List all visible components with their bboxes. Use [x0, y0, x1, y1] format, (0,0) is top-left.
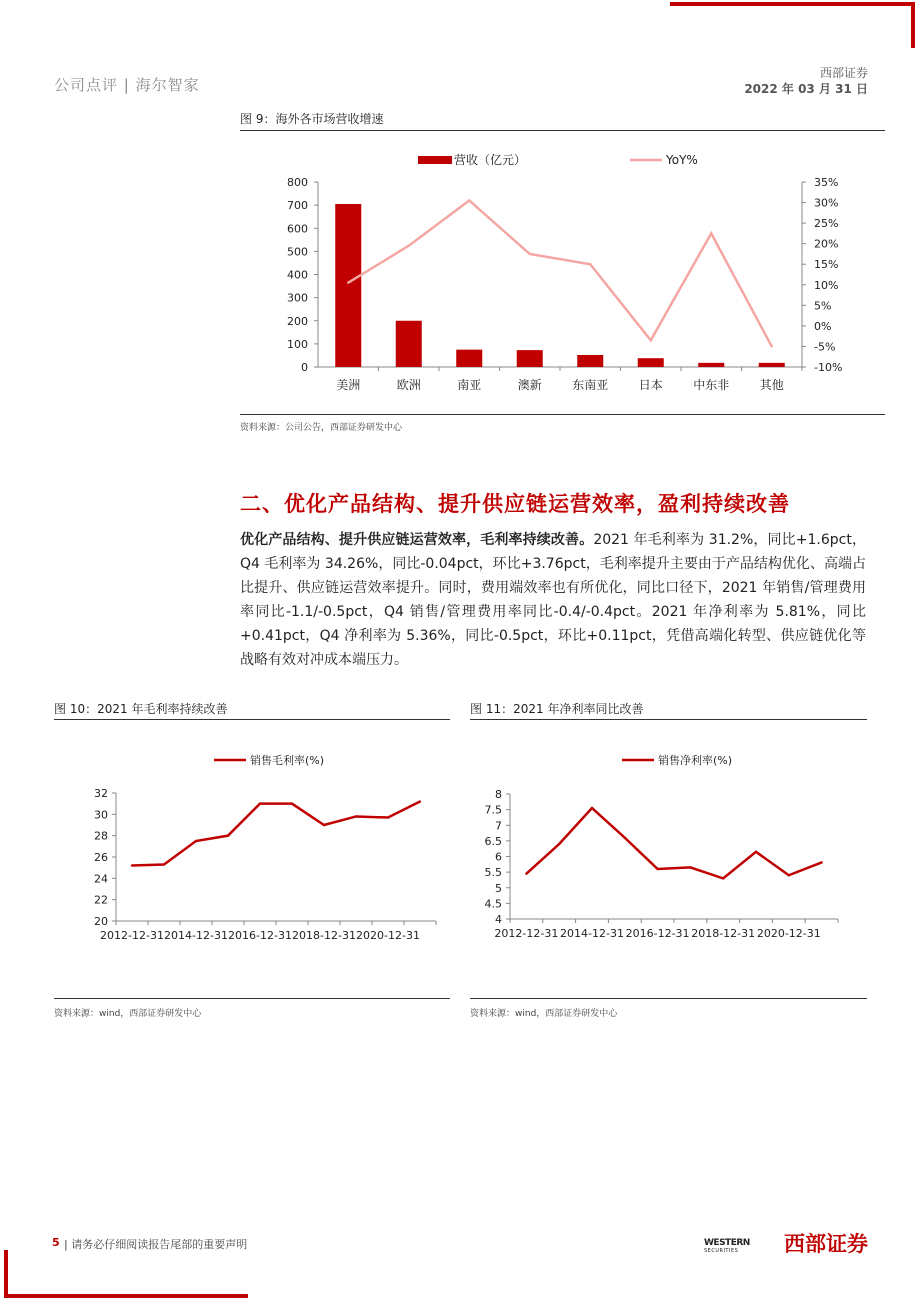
fig10-y-tick-label: 32 [94, 787, 108, 800]
fig10-bottom-rule [54, 998, 450, 999]
fig11-series-point [788, 874, 790, 876]
fig9-yoy-point [529, 253, 531, 255]
fig11-y-tick-label: 7 [495, 819, 502, 833]
fig9-bottom-rule [240, 414, 885, 415]
fig9-y2-tick-label: -5% [814, 340, 836, 354]
fig11-y-tick-label: 5 [495, 881, 502, 895]
fig11-series-point [591, 807, 593, 809]
fig9-y-tick-label: 600 [287, 222, 308, 236]
fig11-series-line [526, 808, 821, 878]
fig10-chart [54, 740, 450, 955]
fig9-yoy-point [589, 263, 591, 265]
header-doc-title: 公司点评 | 海尔智家 [54, 76, 200, 94]
fig9-x-tick-label: 日本 [638, 378, 663, 392]
fig9-y2-tick-label: 30% [814, 196, 839, 210]
footer-logo-en [704, 1238, 750, 1254]
fig9-y2-tick-label: 0% [814, 319, 832, 333]
fig11-series-point [820, 861, 822, 863]
fig11-x-tick-label: 2020-12-31 [756, 927, 821, 940]
fig9-x-tick-label: 南亚 [457, 378, 482, 392]
fig10-title: 图 10：2021 年毛利率持续改善 [54, 702, 228, 716]
fig11-title: 图 11：2021 年净利率同比改善 [470, 702, 644, 716]
fig9-bar [638, 358, 664, 367]
fig11-x-tick-label: 2016-12-31 [625, 927, 690, 940]
top-accent-vertical [911, 2, 915, 48]
fig9-x-tick-label: 其他 [759, 378, 784, 392]
fig9-y-tick-label: 400 [287, 268, 308, 282]
fig9-x-tick-label: 中东非 [693, 378, 730, 392]
fig9-plot [287, 152, 842, 392]
fig9-bar [456, 350, 482, 367]
fig9-y2-tick-label: -10% [814, 361, 843, 374]
fig11-y-tick-label: 7.5 [484, 803, 502, 817]
fig9-chart [240, 140, 885, 405]
fig9-bar [335, 204, 361, 367]
fig10-series-point [227, 834, 229, 836]
fig10-plot [94, 753, 436, 942]
top-accent-line [670, 2, 915, 6]
fig11-x-tick-label: 2014-12-31 [560, 927, 624, 940]
fig9-bar [577, 355, 603, 367]
fig11-series-point [558, 843, 560, 845]
fig9-title: 图 9：海外各市场营收增速 [240, 112, 384, 126]
fig9-source: 资料来源：公司公告，西部证券研发中心 [240, 423, 403, 433]
fig10-series-point [323, 824, 325, 826]
fig11-y-tick-label: 4 [495, 913, 502, 926]
fig10-series-point [195, 840, 197, 842]
fig9-yoy-point [408, 245, 410, 247]
fig9-bar [517, 350, 543, 367]
bottom-accent-line [4, 1294, 248, 1298]
header-brand: 西部证券 [819, 66, 868, 80]
fig11-chart [470, 740, 867, 955]
fig11-bottom-rule [470, 998, 867, 999]
fig11-y-tick-label: 4.5 [484, 897, 502, 911]
fig10-series-point [259, 802, 261, 804]
fig9-yoy-point [710, 232, 712, 234]
fig10-x-tick-label: 2016-12-31 [228, 929, 292, 942]
fig11-legend-label: 销售净利率(%) [658, 754, 733, 767]
fig9-y-tick-label: 0 [301, 361, 308, 374]
fig11-series-point [689, 866, 691, 868]
footer-page-number: 5 [52, 1236, 60, 1249]
fig10-y-tick-label: 30 [94, 808, 108, 822]
fig10-y-tick-label: 20 [94, 915, 108, 928]
fig10-source: 资料来源：wind，西部证券研发中心 [54, 1009, 202, 1019]
header-date: 2022 年 03 月 31 日 [744, 82, 868, 96]
fig10-x-tick-label: 2020-12-31 [356, 929, 420, 942]
footer-disclaimer: | 请务必仔细阅读报告尾部的重要声明 [64, 1238, 248, 1251]
fig9-bar [396, 321, 422, 367]
fig11-plot [485, 753, 839, 940]
fig9-legend-line-label: YoY% [666, 153, 698, 167]
section-title: 二、优化产品结构、提升供应链运营效率，盈利持续改善 [240, 492, 790, 516]
fig10-series-point [419, 800, 421, 802]
logo-en-sub: SECURITIES [704, 1248, 739, 1254]
fig9-y-tick-label: 200 [287, 314, 308, 328]
fig11-x-tick-label: 2018-12-31 [691, 927, 756, 940]
fig10-legend-label: 销售毛利率(%) [250, 754, 325, 767]
fig9-y2-tick-label: 20% [814, 237, 839, 251]
fig9-y-tick-label: 500 [287, 245, 308, 259]
fig11-y-tick-label: 6 [495, 850, 502, 864]
fig9-y-tick-label: 100 [287, 337, 308, 351]
footer-logo-cn: 西部证券 [784, 1232, 868, 1256]
fig10-y-tick-label: 24 [94, 872, 108, 886]
fig10-series-point [291, 802, 293, 804]
fig9-yoy-point [468, 199, 470, 201]
fig9-top-rule [240, 130, 885, 131]
fig11-series-point [624, 837, 626, 839]
fig10-series-point [387, 816, 389, 818]
fig9-yoy-point [347, 282, 349, 284]
fig9-x-tick-label: 美洲 [336, 378, 361, 392]
fig9-y2-tick-label: 5% [814, 299, 832, 313]
fig11-series-point [755, 851, 757, 853]
fig10-x-tick-label: 2012-12-31 [100, 929, 164, 942]
fig11-y-tick-label: 8 [495, 788, 502, 801]
fig9-x-tick-label: 东南亚 [572, 378, 609, 392]
fig9-legend-bar-swatch [418, 156, 452, 164]
para-lead: 优化产品结构、提升供应链运营效率，毛利率持续改善。 [240, 532, 594, 548]
fig11-top-rule [470, 719, 867, 720]
fig10-y-tick-label: 26 [94, 851, 108, 864]
fig10-top-rule [54, 719, 450, 720]
fig11-y-tick-label: 6.5 [484, 834, 502, 848]
section-paragraph [240, 528, 866, 672]
fig9-bar [698, 363, 724, 367]
fig10-x-tick-label: 2018-12-31 [292, 929, 356, 942]
fig9-x-tick-label: 澳新 [517, 378, 542, 392]
fig11-x-tick-label: 2012-12-31 [494, 927, 559, 940]
fig9-yoy-point [650, 339, 652, 341]
fig11-source: 资料来源：wind，西部证券研发中心 [470, 1009, 618, 1019]
fig9-y2-tick-label: 25% [814, 217, 839, 231]
fig9-legend-bar-label: 营收（亿元） [454, 153, 527, 167]
fig11-series-point [722, 877, 724, 879]
fig10-series-line [132, 802, 420, 866]
fig9-y-tick-label: 300 [287, 291, 308, 305]
fig9-y2-tick-label: 35% [814, 176, 839, 189]
fig9-y2-tick-label: 15% [814, 258, 839, 272]
para-body: 2021 年毛利率为 31.2%，同比+1.6pct，Q4 毛利率为 34.26%，同比-0.04pct，环比+3.76pct，毛利率提升主要由于产品结构优化、高端占比提升、供应链运营效率提升。同时，费用端效率也有所优化，同比口径下，2021 年销售/管理费用率同比-1.1/-0.5pct，Q4 销售/管理费用率同比-0.4/-0.4pct。2021 年净利率为 5.81%，同比+0.41pct，Q4 净利率为 5.36%，同比-0.5pct，环比+0.11pct，凭借高端化转型、供应链优化等战略有效对冲成本端压力。 [240, 532, 866, 668]
bottom-accent-vertical [4, 1250, 8, 1298]
fig11-series-point [525, 872, 527, 874]
fig9-x-tick-label: 欧洲 [396, 378, 421, 392]
logo-en-text: WESTERN [704, 1238, 750, 1248]
fig10-y-tick-label: 22 [94, 893, 108, 907]
fig10-series-point [131, 864, 133, 866]
fig10-x-tick-label: 2014-12-31 [164, 929, 228, 942]
fig10-series-point [163, 863, 165, 865]
fig10-series-point [355, 815, 357, 817]
fig9-y2-tick-label: 10% [814, 278, 839, 292]
fig9-yoy-point [771, 345, 773, 347]
fig11-series-point [656, 868, 658, 870]
fig9-y-tick-label: 800 [287, 176, 308, 189]
fig11-y-tick-label: 5.5 [484, 866, 502, 880]
fig10-y-tick-label: 28 [94, 829, 108, 843]
fig9-bar [759, 363, 785, 367]
fig9-y-tick-label: 700 [287, 199, 308, 213]
